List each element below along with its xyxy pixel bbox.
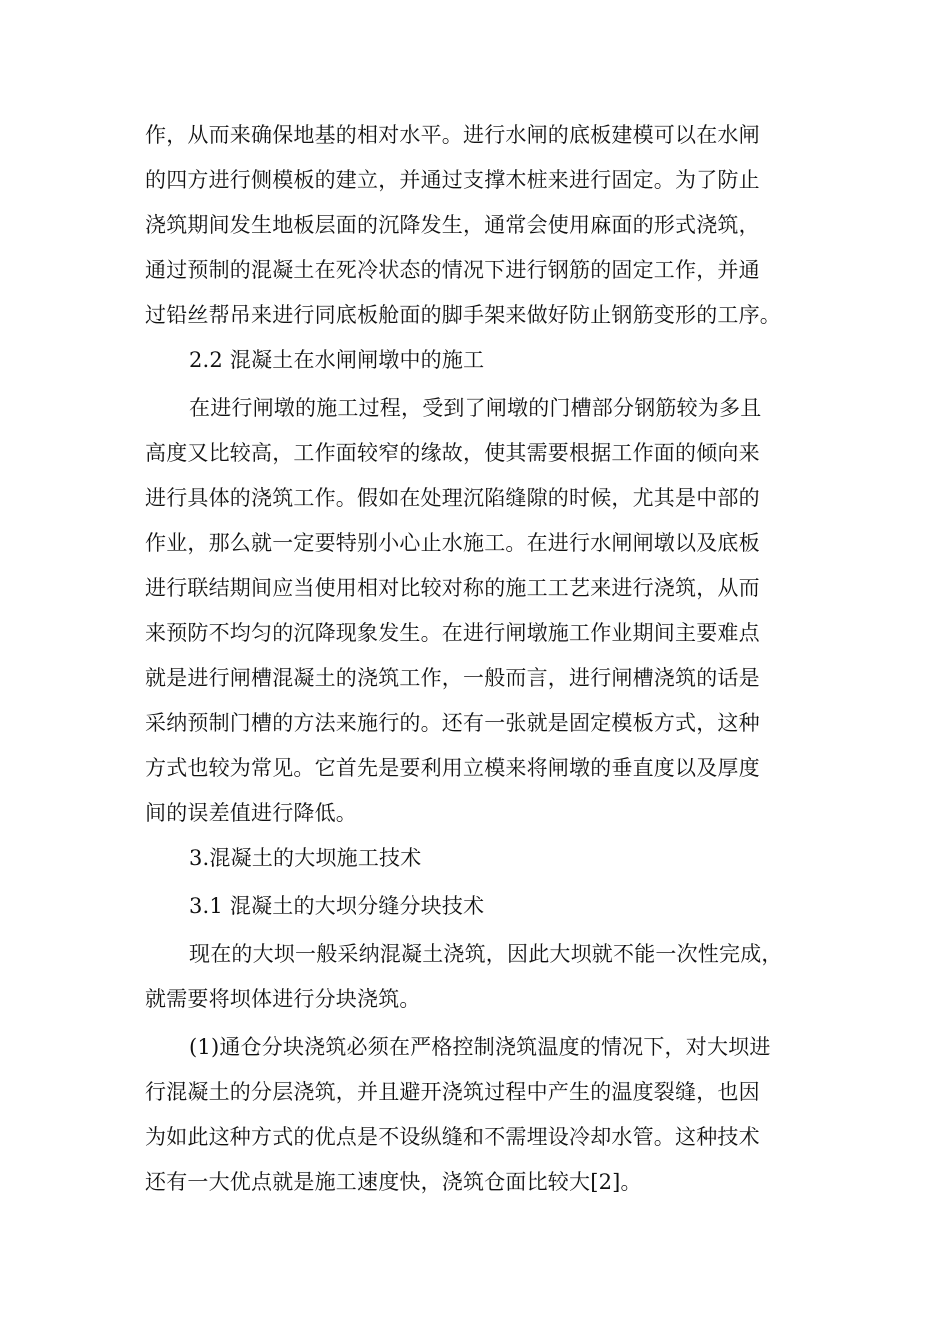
paragraph-line: 现在的大坝一般采纳混凝土浇筑，因此大坝就不能一次性完成， — [189, 942, 783, 966]
paragraph-line: 间的误差值进行降低。 — [145, 801, 357, 825]
paragraph-line: 高度又比较高，工作面较窄的缘故，使其需要根据工作面的倾向来 — [145, 441, 760, 465]
paragraph-line: 还有一大优点就是施工速度快，浇筑仓面比较大[2]。 — [145, 1170, 642, 1194]
section-heading-2-2: 2.2 混凝土在水闸闸墩中的施工 — [189, 348, 485, 372]
paragraph-line: (1)通仓分块浇筑必须在严格控制浇筑温度的情况下，对大坝进 — [189, 1035, 771, 1059]
paragraph-line: 采纳预制门槽的方法来施行的。还有一张就是固定模板方式，这种 — [145, 711, 760, 735]
paragraph-line: 作，从而来确保地基的相对水平。进行水闸的底板建模可以在水闸 — [145, 123, 760, 147]
paragraph-line: 来预防不均匀的沉降现象发生。在进行闸墩施工作业期间主要难点 — [145, 621, 760, 645]
paragraph-line: 就是进行闸槽混凝土的浇筑工作，一般而言，进行闸槽浇筑的话是 — [145, 666, 760, 690]
paragraph-line: 进行具体的浇筑工作。假如在处理沉陷缝隙的时候，尤其是中部的 — [145, 486, 760, 510]
paragraph-line: 的四方进行侧模板的建立，并通过支撑木桩来进行固定。为了防止 — [145, 168, 760, 192]
paragraph-line: 通过预制的混凝土在死冷状态的情况下进行钢筋的固定工作，并通 — [145, 258, 760, 282]
paragraph-line: 浇筑期间发生地板层面的沉降发生，通常会使用麻面的形式浇筑， — [145, 213, 760, 237]
paragraph-line: 过铅丝帮吊来进行同底板舱面的脚手架来做好防止钢筋变形的工序。 — [145, 303, 781, 327]
paragraph-line: 行混凝土的分层浇筑，并且避开浇筑过程中产生的温度裂缝，也因 — [145, 1080, 760, 1104]
paragraph-line: 方式也较为常见。它首先是要利用立模来将闸墩的垂直度以及厚度 — [145, 756, 760, 780]
paragraph-line: 进行联结期间应当使用相对比较对称的施工工艺来进行浇筑，从而 — [145, 576, 760, 600]
paragraph-line: 就需要将坝体进行分块浇筑。 — [145, 987, 421, 1011]
paragraph-line: 作业，那么就一定要特别小心止水施工。在进行水闸闸墩以及底板 — [145, 531, 760, 555]
section-heading-3-1: 3.1 混凝土的大坝分缝分块技术 — [189, 894, 485, 918]
section-heading-3: 3.混凝土的大坝施工技术 — [189, 846, 422, 870]
paragraph-line: 为如此这种方式的优点是不设纵缝和不需埋设冷却水管。这种技术 — [145, 1125, 760, 1149]
paragraph-line: 在进行闸墩的施工过程，受到了闸墩的门槽部分钢筋较为多且 — [189, 396, 762, 420]
